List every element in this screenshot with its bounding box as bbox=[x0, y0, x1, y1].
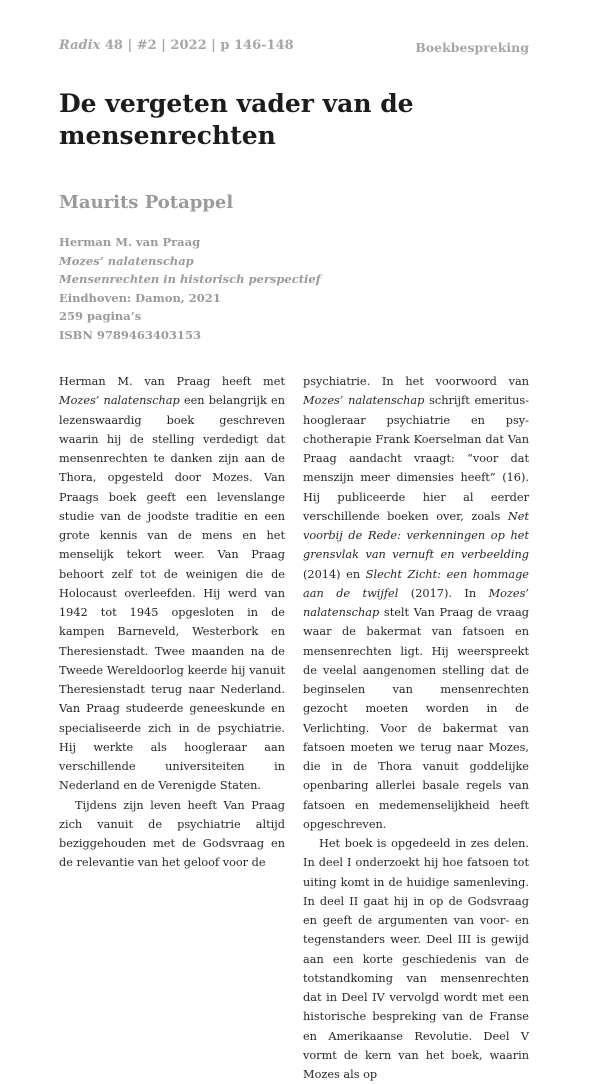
book-pages: 259 pagina’s bbox=[59, 309, 142, 323]
review-author: Maurits Potappel bbox=[59, 192, 234, 213]
citation: 48 | #2 | 2022 | p 146-148 bbox=[104, 38, 294, 53]
paragraph-2 bbox=[59, 796, 285, 873]
book-details bbox=[59, 233, 321, 344]
book-publisher: Eindhoven: Damon, 2021 bbox=[59, 290, 221, 305]
paragraph-3: Het boek is opgedeeld in zes delen. In deel I onderzoekt hij hoe fatsoen tot uiting komt in de huidige samenleving. In deel II gaat hij in op de Godsvraag en geeft de argumenten van voor- en tegenstanders weer. Deel III is gewijd aan een korte geschiedenis van de totstandkoming van mensenrechten dat in Deel IV vervolgd wordt met een historische bespreking van de Franse en Amerikaanse Revolutie. Deel V vormt de kern van het boek, waarin Mozes als op bbox=[303, 837, 529, 1081]
body-column-right bbox=[303, 372, 529, 1084]
section-label: Boekbespreking bbox=[415, 40, 529, 55]
book-title: Mozes’ nalatenschap bbox=[59, 253, 194, 268]
book-subtitle: Mensenrechten in historisch perspectief bbox=[59, 272, 321, 286]
book-isbn: ISBN 9789463403153 bbox=[59, 327, 201, 342]
italic-text: Mozes’ nalatenschap bbox=[303, 586, 529, 619]
text-run: stelt Van Praag de vraag waar de bakermat van fatsoen en mensenrechten ligt. Hij weerspreekt de veelal aangenomen stelling dat de beginselen van mensenrechten gezocht moeten worden in de Verlichting. Voor de bakermat van fatsoen moeten we terug naar Mozes, die in de Thora vanuit goddelijke openbaring allerlei basale regels van fatsoen en medemenselijkheid heeft opgeschreven. bbox=[303, 606, 529, 831]
italic-text: Slecht Zicht: een hommage aan de twijfel bbox=[303, 567, 529, 600]
text-run: (2017). In bbox=[398, 586, 489, 600]
italic-text: Mozes’ nalatenschap bbox=[303, 394, 425, 408]
paragraph-1: Herman M. van Praag heeft met Mozes’ nalatenschap een belangrijk en lezenswaardig boek geschreven waarin hij de stelling verdedigt dat mensenrechten te danken zijn aan de Thora, opgesteld door Mozes. Van Praags boek geeft een levenslange studie van de joodste traditie en een grote kennis van de mens en het menselijk tekort weer. Van Praag behoort zelf tot de weinigen die de Holocaust overleefden. Hij werd van 1942 tot 1945 opgesloten in de kampen Barneveld, Westerbork en Theresienstadt. Twee maanden na de Tweede Wereldoorlog keerde hij vanuit Theresienstadt terug naar Nederland. Van Praag studeerde geneeskunde en specialiseerde zich in de psychiatrie. Hij werkte als hoogleraar aan verschillende universiteiten in Nederland en de Verenigde Staten. bbox=[59, 375, 285, 793]
italic-text: Mozes’ nalatenschap bbox=[59, 394, 180, 408]
running-header bbox=[59, 38, 294, 53]
article-title: De vergeten vader van de mensenrechten bbox=[59, 89, 414, 150]
journal-name: Radix bbox=[59, 38, 101, 53]
book-author: Herman M. van Praag bbox=[59, 235, 201, 249]
text-run: psychiatrie. In het voorwoord van bbox=[303, 375, 529, 388]
paragraph-2-continued bbox=[303, 372, 529, 834]
text-run: Tijdens zijn leven heeft Van Praag zich vanuit de psychiatrie altijd beziggehouden met de Godsvraag en de relevantie van het geloof voor de bbox=[59, 798, 285, 870]
text-run: (2014) en bbox=[303, 567, 366, 581]
text-run: schrijft emeritus-hoogleraar psychiatrie en psychotherapie Frank Koerselman dat Van Praag aandacht vraagt: “voor dat menszijn meer dimensies heeft” (16). Hij publiceerde hier al eerder verschillende boeken over, zoals bbox=[303, 394, 529, 523]
italic-text: Net voorbij de Rede: verkenningen op het grensvlak van vernuft en verbeelding bbox=[303, 509, 529, 562]
body-column-left bbox=[59, 372, 285, 873]
